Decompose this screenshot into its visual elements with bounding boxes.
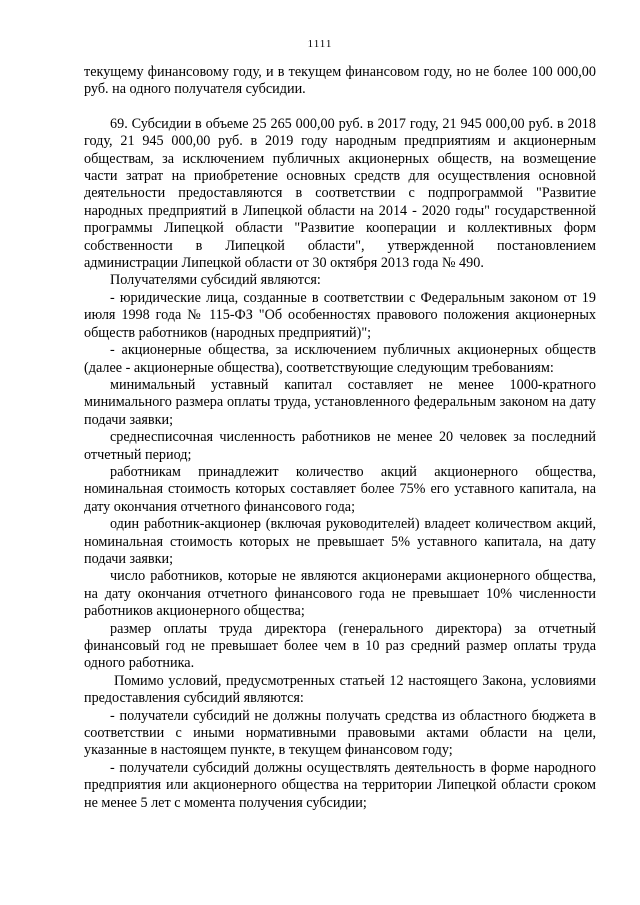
paragraph-condition-no-other-funds: - получатели субсидий не должны получать средства из областного бюджета в соответствии с иными нормативными правовыми актами области на цели, указанные в настоящем пункте, в текущем финансовом году; (84, 707, 596, 759)
page-number: 1111 (307, 38, 333, 50)
paragraph-req-single-holder: один работник-акционер (включая руководителей) владеет количеством акций, номинальная стоимость которых не превышает 5% уставного капитала, на дату подачи заявки; (84, 516, 596, 567)
paragraph-req-shares: работникам принадлежит количество акций акционерного общества, номинальная стоимость которых составляет более 75% его уставного капитала, на дату окончания отчетного финансового года; (84, 463, 596, 515)
paragraph-conditions-heading: Помимо условий, предусмотренных статьей 12 настоящего Закона, условиями предоставления субсидий являются: (84, 672, 596, 707)
paragraph-condition-activity-term: - получатели субсидий должны осуществлять деятельность в форме народного предприятия или акционерного общества на территории Липецкой области сроком не менее 5 лет с момента получения субсидии; (84, 759, 596, 811)
paragraph-item-69: 69. Субсидии в объеме 25 265 000,00 руб. в 2017 году, 21 945 000,00 руб. в 2018 году, 21 945 000,00 руб. в 2019 году народным предприятиям и акционерным обществам, за исключением публичных акционерных обществ, на возмещение части затрат на приобретение основных средств для осуществления основной деятельности предоставляются в соответствии с подпрограммой "Развитие народных предприятий в Липецкой области на 2014 - 2020 годы" государственной программы Липецкой области "Развитие кооперации и коллективных форм собственности в Липецкой области", утвержденной постановлением администрации Липецкой области от 30 октября 2013 года № 490. (84, 115, 596, 272)
paragraph-recipient-joint-stock: - акционерные общества, за исключением публичных акционерных обществ (далее - акционерные общества), соответствующие следующим требованиям: (84, 342, 596, 376)
paragraph-req-headcount: среднесписочная численность работников не менее 20 человек за последний отчетный период; (84, 429, 596, 463)
document-body (84, 64, 596, 812)
paragraph-recipient-legal-entities: - юридические лица, созданные в соответствии с Федеральным законом от 19 июля 1998 года № 115-ФЗ "Об особенностях правового положения акционерных обществ работников (народных предприятий)"; (84, 289, 596, 341)
paragraph-recipients-heading: Получателями субсидий являются: (110, 272, 321, 289)
paragraph-continuation: текущему финансовому году, и в текущем финансовом году, но не более 100 000,00 руб. на одного получателя субсидии. (84, 64, 596, 98)
paragraph-req-director-pay: размер оплаты труда директора (генерального директора) за отчетный финансовый год не превышает более чем в 10 раз средний размер оплаты труда одного работника. (84, 620, 596, 672)
paragraph-req-capital: минимальный уставный капитал составляет не менее 1000-кратного минимального размера оплаты труда, установленного федеральным законом на дату подачи заявки; (84, 376, 596, 428)
paragraph-req-non-shareholders: число работников, которые не являются акционерами акционерного общества, на дату окончания отчетного финансового года не превышает 10% численности работников акционерного общества; (84, 568, 596, 620)
